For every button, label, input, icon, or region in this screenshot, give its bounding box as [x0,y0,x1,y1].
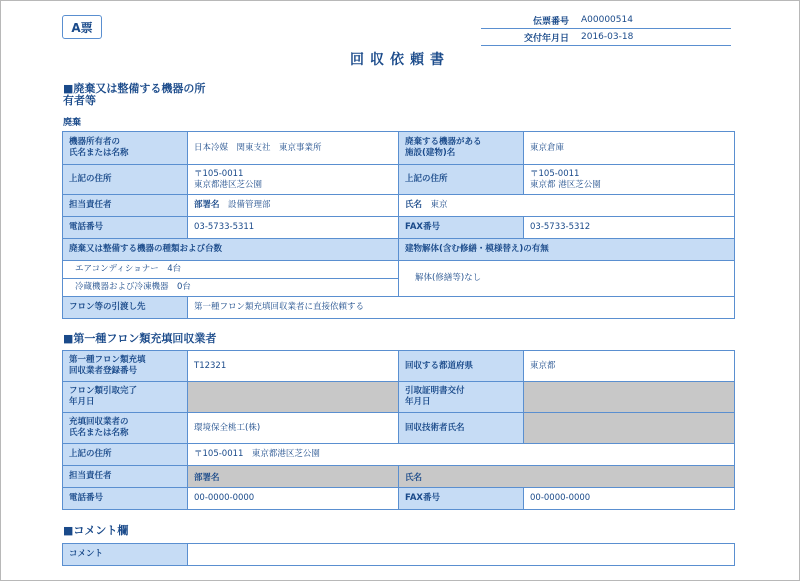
collector-address-value: 〒105-0011 東京都港区芝公園 [188,444,735,466]
owner-tel-value: 03-5733-5311 [188,217,399,239]
document-title: 回収依頼書 [350,52,450,68]
section-owner-title-line2: 有者等 [63,94,96,107]
facility-address-label: 上記の住所 [399,165,524,195]
technician-value [524,413,735,444]
owner-table [62,131,735,319]
registration-label: 第一種フロン類充填 回収業者登録番号 [63,351,188,382]
collector-table [62,350,735,510]
facility-label: 廃棄する機器がある 施設(建物)名 [399,132,524,165]
technician-label: 回収技術者氏名 [399,413,524,444]
collector-dept-label: 部署名 [188,466,399,488]
facility-address-value: 〒105-0011 東京都 港区芝公園 [524,165,735,195]
handover-value: 第一種フロン類充填回収業者に直接依頼する [188,297,735,319]
company-value: 環境保全桃工(株) [188,413,399,444]
completion-date-value [188,382,399,413]
section-owner-title [63,83,205,107]
owner-fax-label: FAX番号 [399,217,524,239]
slip-number-row [481,12,731,29]
equipment-list [63,261,399,297]
collector-tel-value: 00-0000-0000 [188,488,399,510]
demolish-value: 解体(修繕等)なし [399,261,735,297]
slip-date-row [481,29,731,46]
section-comment-title: ■コメント欄 [63,524,129,537]
collector-fax-label: FAX番号 [399,488,524,510]
owner-address-label: 上記の住所 [63,165,188,195]
slip-type-stamp: A票 [62,15,102,39]
owner-address-value: 〒105-0011 東京都港区芝公園 [188,165,399,195]
slip-number-label: 伝票番号 [532,16,569,27]
registration-value: T12321 [188,351,399,382]
slip-date-label: 交付年月日 [523,33,569,44]
owner-fax-value: 03-5733-5312 [524,217,735,239]
owner-name-label: 機器所有者の 氏名または名称 [63,132,188,165]
certificate-date-value [524,382,735,413]
demolish-label: 建物解体(含む修繕・模様替え)の有無 [399,239,735,261]
collector-person-label: 担当責任者 [63,466,188,488]
prefecture-value: 東京都 [524,351,735,382]
collector-fax-value: 00-0000-0000 [524,488,735,510]
comment-value[interactable] [188,544,735,566]
comment-table [62,543,735,566]
owner-dept-label: 部署名 [194,200,220,210]
section-collector-title: ■第一種フロン類充填回収業者 [63,332,217,345]
equipment-label: 廃棄又は整備する機器の種類および台数 [63,239,399,261]
owner-name-cell [399,195,735,217]
section-owner-subtitle: 廃棄 [63,118,82,128]
equipment-item: 冷蔵機器および冷凍機器 0台 [75,282,191,292]
owner-tel-label: 電話番号 [63,217,188,239]
comment-label: コメント [63,544,188,566]
completion-date-label: フロン類引取完了 年月日 [63,382,188,413]
prefecture-label: 回収する都道府県 [399,351,524,382]
collector-tel-label: 電話番号 [63,488,188,510]
facility-value: 東京倉庫 [524,132,735,165]
owner-person-label: 担当責任者 [63,195,188,217]
handover-label: フロン等の引渡し先 [63,297,188,319]
owner-name-value: 日本冷媒 関東支社 東京事業所 [188,132,399,165]
slip-number-value: A00000514 [581,15,633,25]
company-label: 充填回収業者の 氏名または名称 [63,413,188,444]
owner-dept-cell [188,195,399,217]
equipment-item: エアコンディショナー 4台 [63,261,398,279]
slip-date-value: 2016-03-18 [581,32,634,42]
section-owner-title-line1: ■廃棄又は整備する機器の所 [63,82,206,95]
owner-dept-value: 設備管理部 [228,200,271,210]
owner-person-name-label: 氏名 [405,200,423,210]
collector-address-label: 上記の住所 [63,444,188,466]
collector-name-label: 氏名 [399,466,735,488]
certificate-date-label: 引取証明書交付 年月日 [399,382,524,413]
slip-info [481,12,731,46]
owner-person-name-value: 東京 [430,200,448,210]
